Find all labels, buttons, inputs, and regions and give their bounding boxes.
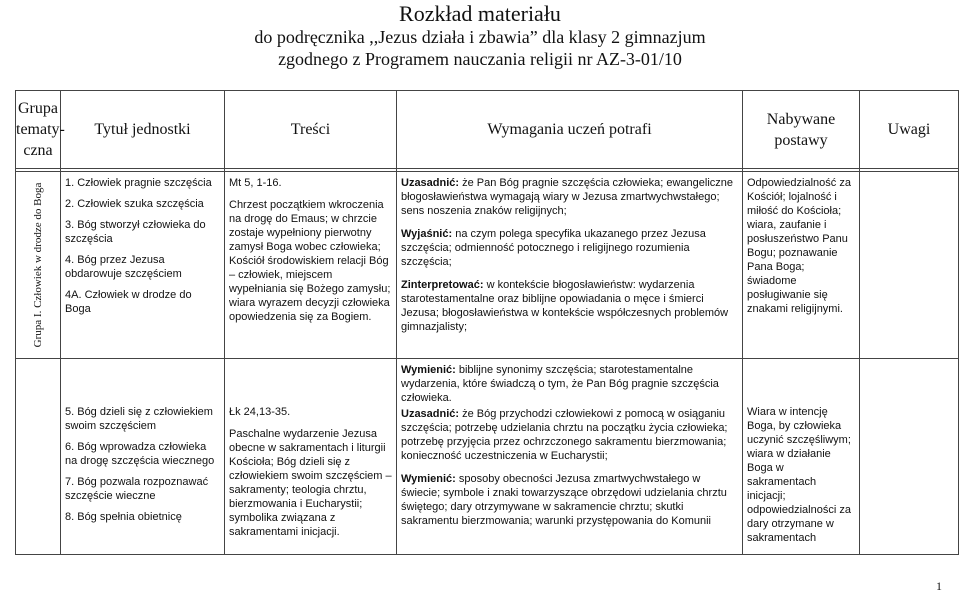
unit-title: 5. Bóg dzieli się z człowiekiem swoim szczęściem — [65, 406, 213, 432]
notes-cell — [860, 359, 959, 555]
requirement-item: Wymienić: sposoby obecności Jezusa zmartwychwstałego w świecie; symbole i znaki towarzyszące obrzędowi udzielania chrztu świętego; dary otrzymywane w sakramencie chrztu; skutki sakramentu bierzmowania; warunki przystępowania do Komunii — [401, 473, 727, 527]
document-subtitle-line1: do podręcznika ,,Jezus działa i zbawia” dla klasy 2 gimnazjum — [254, 27, 706, 47]
header-group: Grupa tematy-czna — [16, 91, 61, 169]
header-notes: Uwagi — [860, 91, 959, 169]
attitudes-cell — [743, 172, 860, 359]
requirement-item: Uzasadnić: że Pan Bóg pragnie szczęścia człowieka; ewangeliczne błogosławieństwa wymagają wiary w Jezusa zmartwychwstałego; sens noszenia znaków religijnych; — [401, 177, 734, 217]
unit-titles-cell — [61, 172, 225, 359]
attitudes-text: Odpowiedzialność za Kościół; lojalność i miłość do Kościoła; wiara, zaufanie i posłuszeństwo Panu Bogu; poznawanie Pana Boga; świadome posługiwanie się znakami religijnymi. — [747, 177, 851, 315]
header-requirements: Wymagania uczeń potrafi — [397, 91, 743, 169]
unit-title: 7. Bóg pozwala rozpoznawać szczęście wieczne — [65, 476, 209, 502]
unit-title: 2. Człowiek szuka szczęścia — [65, 198, 204, 210]
requirement-item: Wymienić: biblijne synonimy szczęścia; starotestamentalne wydarzenia, które świadczą o tym, że Pan Bóg pragnie szczęścia człowieka. — [401, 364, 719, 404]
requirement-item: Wyjaśnić: na czym polega specyfika ukazanego przez Jezusa szczęścia; odmienność potocznego i religijnego rozumienia szczęścia; — [401, 228, 706, 268]
group-label-cell — [16, 359, 61, 555]
group-label: Grupa I. Człowiek w drodze do Boga — [32, 182, 44, 348]
header-content: Treści — [225, 91, 397, 169]
document-subtitle-line2: zgodnego z Programem nauczania religii nr AZ-3-01/10 — [278, 49, 682, 69]
header-attitudes: Nabywane postawy — [743, 91, 860, 169]
content-reference: Mt 5, 1-16. — [229, 177, 282, 189]
requirement-item: Uzasadnić: że Bóg przychodzi człowiekowi z pomocą w osiąganiu szczęścia; potrzebę udzielania chrztu na początku życia człowieka; potrzebę przyjęcia przez ochrzczonego sakramentu bierzmowania; konieczność uczestniczenia w Eucharystii; — [401, 408, 728, 462]
table-row — [16, 172, 959, 359]
requirement-item: Zinterpretować: w kontekście błogosławieństw: wydarzenia starotestamentalne oraz biblijne opowiadania o męce i śmierci Jezusa; błogosławieństwa w kontekście współczesnych problemów gimnazjalisty; — [401, 279, 729, 333]
unit-title: 8. Bóg spełnia obietnicę — [65, 511, 182, 523]
unit-title: 4A. Człowiek w drodze do Boga — [65, 289, 192, 315]
requirements-cell — [397, 359, 743, 555]
unit-title: 4. Bóg przez Jezusa obdarowuje szczęściem — [65, 254, 182, 280]
document-title: Rozkład materiału — [399, 1, 561, 26]
notes-cell — [860, 172, 959, 359]
content-text: Paschalne wydarzenie Jezusa obecne w sakramentach i liturgii Kościoła; Bóg dzieli się z człowiekiem swoim szczęściem – sakramenty; teologia chrztu, bierzmowania i Eucharystii; symbolika związana z sakramentami inicjacji. — [229, 428, 392, 538]
page-number: 1 — [936, 579, 942, 593]
document-header — [0, 0, 960, 70]
attitudes-cell — [743, 359, 860, 555]
group-label-cell — [16, 172, 61, 359]
unit-title: 6. Bóg wprowadza człowieka na drogę szczęścia wiecznego — [65, 441, 215, 467]
attitudes-text: Wiara w intencję Boga, by człowieka uczynić szczęśliwym; wiara w działanie Boga w sakramentach inicjacji; odpowiedzialności za dary otrzymane w sakramentach — [747, 406, 851, 544]
header-unit-title: Tytuł jednostki — [61, 91, 225, 169]
content-cell — [225, 172, 397, 359]
content-reference: Łk 24,13-35. — [229, 406, 291, 418]
content-text: Chrzest początkiem wkroczenia na drogę do Emaus; w chrzcie zostaje wypełniony pierwotny zamysł Boga wobec człowieka; Kościół środowiskiem relacji Bóg – człowiek, miejscem wypełniania się Bożego zamysłu; wiara wyrazem decyzji człowieka opowiedzenia się za Bogiem. — [229, 199, 391, 323]
unit-title: 1. Człowiek pragnie szczęścia — [65, 177, 212, 189]
requirements-cell — [397, 172, 743, 359]
content-cell — [225, 359, 397, 555]
table-header-row — [16, 91, 959, 169]
unit-titles-cell — [61, 359, 225, 555]
table-row — [16, 359, 959, 555]
unit-title: 3. Bóg stworzył człowieka do szczęścia — [65, 219, 206, 245]
curriculum-table — [15, 90, 959, 555]
